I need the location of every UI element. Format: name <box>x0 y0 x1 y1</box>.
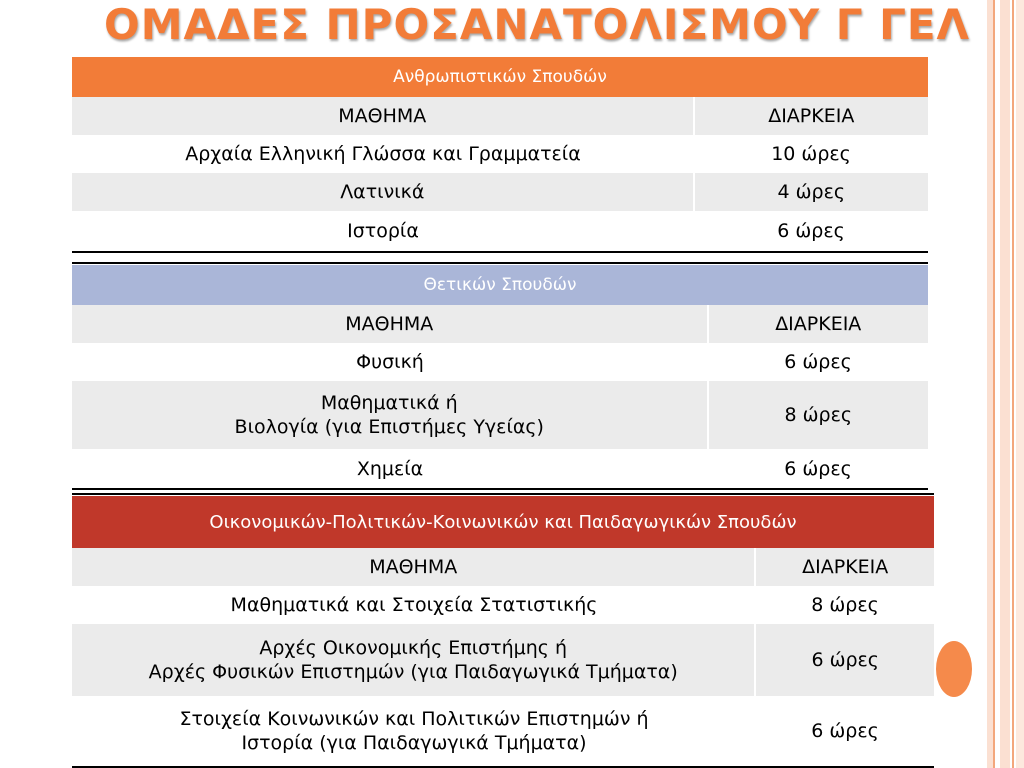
subject-cell: Ιστορία <box>347 220 419 242</box>
table-row <box>72 696 934 766</box>
subject-cell: Αρχαία Ελληνική Γλώσσα και Γραμματεία <box>185 143 581 165</box>
column-header-duration: ΔΙΑΡΚΕΙΑ <box>693 97 928 135</box>
table-row <box>72 586 934 624</box>
table-bottom-border <box>72 251 928 253</box>
column-header-duration: ΔΙΑΡΚΕΙΑ <box>707 305 928 343</box>
decor-stripe <box>993 0 995 768</box>
column-header-subject: ΜΑΘΗΜΑ <box>338 105 427 127</box>
decor-stripe <box>1016 0 1024 768</box>
column-header-row <box>72 548 934 586</box>
table-row <box>72 135 928 173</box>
subject-line: Αρχές Φυσικών Επιστημών (για Παιδαγωγικά Τμήματα) <box>148 661 678 683</box>
sciences-table <box>72 265 928 490</box>
decor-circle <box>936 641 972 697</box>
column-header-duration: ΔΙΑΡΚΕΙΑ <box>754 548 934 586</box>
subject-cell <box>72 381 707 449</box>
duration-cell: 8 ώρες <box>707 381 928 449</box>
subject-cell <box>72 624 754 696</box>
subject-cell: Χημεία <box>356 457 424 480</box>
column-header-row <box>72 97 928 135</box>
column-header-subject: ΜΑΘΗΜΑ <box>345 313 434 335</box>
duration-cell: 6 ώρες <box>754 624 934 696</box>
subject-line: Αρχές Οικονομικής Επιστήμης ή <box>259 637 568 659</box>
table-top-border <box>72 262 928 264</box>
table-top-border <box>72 493 934 495</box>
decor-stripe <box>1012 0 1014 768</box>
duration-cell: 10 ώρες <box>771 143 851 165</box>
table-row <box>72 381 928 449</box>
table-row <box>72 211 928 251</box>
table-header: Ανθρωπιστικών Σπουδών <box>72 57 928 97</box>
table-row <box>72 343 928 381</box>
table-row <box>72 173 928 211</box>
table-bottom-border <box>72 488 928 490</box>
subject-line: Στοιχεία Κοινωνικών και Πολιτικών Επιστημών ή <box>179 708 649 730</box>
table-header: Θετικών Σπουδών <box>72 265 928 305</box>
column-header-row <box>72 305 928 343</box>
subject-line: Μαθηματικά ή <box>320 392 458 414</box>
economics-table <box>72 496 934 768</box>
duration-cell: 8 ώρες <box>811 594 879 616</box>
duration-cell: 6 ώρες <box>777 220 845 242</box>
decor-stripe <box>1000 0 1010 768</box>
slide-title: ΟΜΑΔΕΣ ΠΡΟΣΑΝΑΤΟΛΙΣΜΟΥ Γ ΓΕΛ <box>104 0 971 49</box>
subject-cell <box>72 696 756 766</box>
table-header: Οικονομικών-Πολιτικών-Κοινωνικών και Παιδαγωγικών Σπουδών <box>72 496 934 548</box>
duration-cell: 4 ώρες <box>693 173 928 211</box>
column-header-subject: ΜΑΘΗΜΑ <box>369 556 458 578</box>
table-row <box>72 449 928 488</box>
duration-cell: 6 ώρες <box>784 457 852 480</box>
humanities-table <box>72 57 928 253</box>
subject-cell: Μαθηματικά και Στοιχεία Στατιστικής <box>230 594 598 616</box>
duration-cell: 6 ώρες <box>811 720 879 742</box>
subject-line: Ιστορία (για Παιδαγωγικά Τμήματα) <box>241 732 587 754</box>
subject-cell: Λατινικά <box>340 181 425 203</box>
table-row <box>72 624 934 696</box>
subject-line: Βιολογία (για Επιστήμες Υγείας) <box>234 416 544 438</box>
duration-cell: 6 ώρες <box>784 351 852 373</box>
subject-cell: Φυσική <box>356 351 424 373</box>
